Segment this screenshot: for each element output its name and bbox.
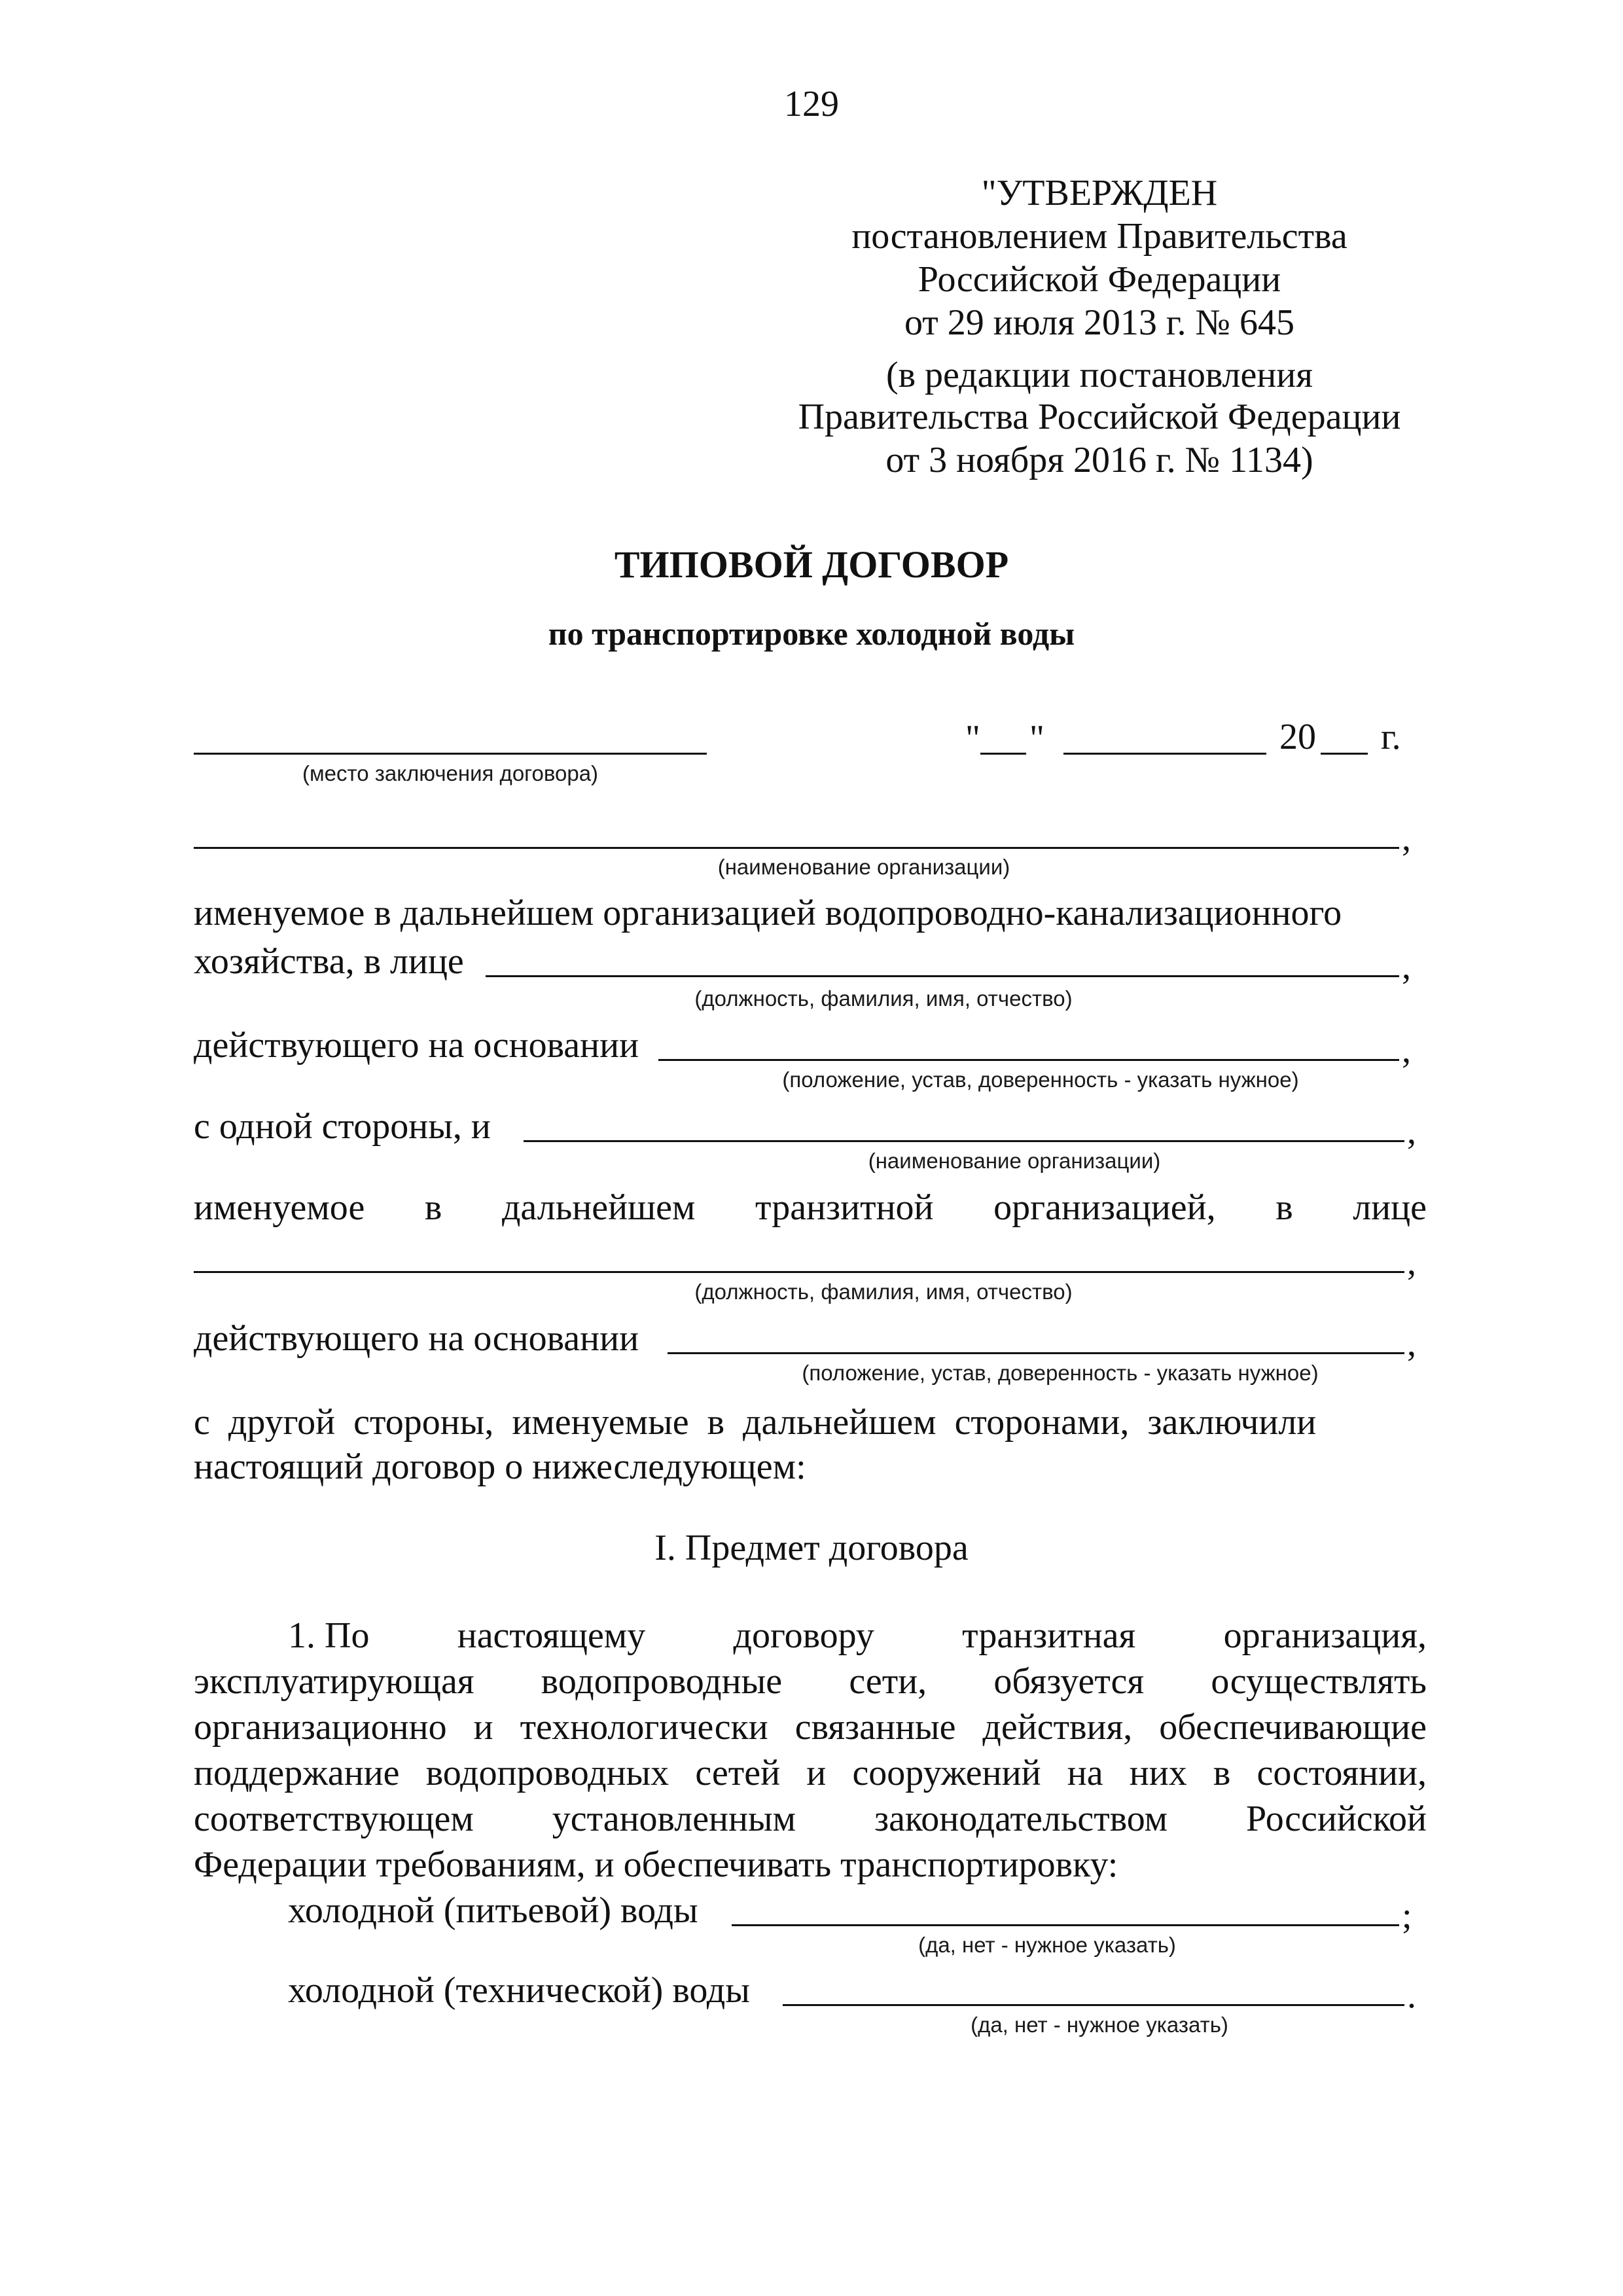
word: эксплуатирующая [194, 1661, 474, 1702]
drinking-water-blank [732, 1924, 1399, 1926]
place-blank [194, 753, 707, 755]
technical-water-label: холодной (технической) воды [288, 1970, 750, 2011]
year-blank [1321, 753, 1368, 755]
approval-line: Правительства Российской Федерации [798, 397, 1401, 437]
document-subtitle: по транспортировке холодной воды [548, 615, 1075, 652]
document-title: ТИПОВОЙ ДОГОВОР [614, 543, 1009, 586]
comma: , [1407, 1111, 1416, 1152]
word: настоящему [457, 1615, 646, 1656]
technical-water-blank [783, 2004, 1404, 2006]
word: именуемое [194, 1187, 365, 1228]
paragraph-line: Федерации требованиям, и обеспечивать транспортировку: [194, 1844, 1118, 1885]
technical-water-caption: (да, нет - нужное указать) [971, 2013, 1228, 2037]
party1-basis-blank [658, 1059, 1399, 1061]
comma: , [1402, 818, 1411, 859]
org2-caption: (наименование организации) [868, 1149, 1161, 1173]
word: Российской [1246, 1799, 1427, 1839]
word: сети, [849, 1661, 927, 1702]
org2-blank [524, 1140, 1404, 1142]
word: организация, [1223, 1615, 1427, 1656]
party2-named-line [194, 1186, 1427, 1229]
word: дальнейшем [501, 1187, 696, 1228]
word: транзитная [962, 1615, 1136, 1656]
word: в [424, 1187, 442, 1228]
org1-blank [194, 847, 1399, 849]
approval-line: от 3 ноября 2016 г. № 1134) [885, 440, 1313, 480]
date-quote-open: " [965, 718, 980, 759]
paragraph-line: поддержание водопроводных сетей и сооружений на них в состоянии, [194, 1753, 1427, 1793]
word: обязуется [993, 1661, 1145, 1702]
party2-basis-blank [668, 1352, 1404, 1354]
paragraph-line [194, 1797, 1427, 1840]
day-blank [980, 753, 1026, 755]
approval-line: постановлением Правительства [851, 216, 1347, 257]
section-heading: I. Предмет договора [654, 1528, 969, 1568]
comma: , [1402, 946, 1411, 987]
semicolon: ; [1402, 1895, 1412, 1936]
word: организацией, [993, 1187, 1216, 1228]
drinking-water-label: холодной (питьевой) воды [288, 1890, 698, 1931]
paragraph-line [194, 1660, 1427, 1703]
org1-caption: (наименование организации) [717, 855, 1010, 879]
approval-line: Российской Федерации [918, 259, 1281, 300]
comma: , [1407, 1242, 1416, 1283]
party1-person-blank [486, 975, 1399, 977]
word: установленным [552, 1799, 796, 1839]
closing-line-1: с другой стороны, именуемые в дальнейшем сторонами, заключили [194, 1402, 1317, 1443]
party1-side-prefix: с одной стороны, и [194, 1106, 491, 1147]
word: в [1275, 1187, 1293, 1228]
month-blank [1063, 753, 1266, 755]
date-quote-close: " [1029, 718, 1044, 759]
approval-line: от 29 июля 2013 г. № 645 [904, 302, 1294, 343]
closing-line-2: настоящий договор о нижеследующем: [194, 1446, 806, 1487]
word: осуществлять [1211, 1661, 1427, 1702]
comma: , [1402, 1030, 1411, 1071]
year-prefix: 20 [1279, 717, 1316, 757]
party2-basis-prefix: действующего на основании [194, 1318, 639, 1359]
party1-person-prefix: хозяйства, в лице [194, 941, 464, 982]
word: соответствующем [194, 1799, 474, 1839]
party1-basis-caption: (положение, устав, доверенность - указать нужное) [782, 1067, 1299, 1092]
approval-line: (в редакции постановления [885, 355, 1313, 395]
approval-line: "УТВЕРЖДЕН [981, 173, 1218, 213]
party1-person-caption: (должность, фамилия, имя, отчество) [694, 986, 1073, 1011]
place-caption: (место заключения договора) [302, 761, 599, 785]
party2-person-caption: (должность, фамилия, имя, отчество) [694, 1280, 1073, 1304]
page-number: 129 [784, 84, 839, 124]
word: транзитной [755, 1187, 934, 1228]
drinking-water-caption: (да, нет - нужное указать) [918, 1933, 1176, 1957]
period: . [1407, 1975, 1416, 2016]
party2-basis-caption: (положение, устав, доверенность - указать нужное) [802, 1361, 1319, 1385]
word: лице [1353, 1187, 1427, 1228]
comma: , [1407, 1323, 1416, 1364]
word: водопроводные [541, 1661, 783, 1702]
party1-named-line: именуемое в дальнейшем организацией водопроводно-канализационного [194, 893, 1342, 933]
party1-basis-prefix: действующего на основании [194, 1025, 639, 1066]
word: договору [733, 1615, 874, 1656]
year-suffix: г. [1381, 717, 1401, 757]
paragraph-line [288, 1614, 1427, 1657]
word: законодательством [874, 1799, 1168, 1839]
paragraph-line: организационно и технологически связанные действия, обеспечивающие [194, 1707, 1427, 1748]
word: 1. По [288, 1615, 370, 1656]
party2-person-blank [194, 1271, 1404, 1273]
